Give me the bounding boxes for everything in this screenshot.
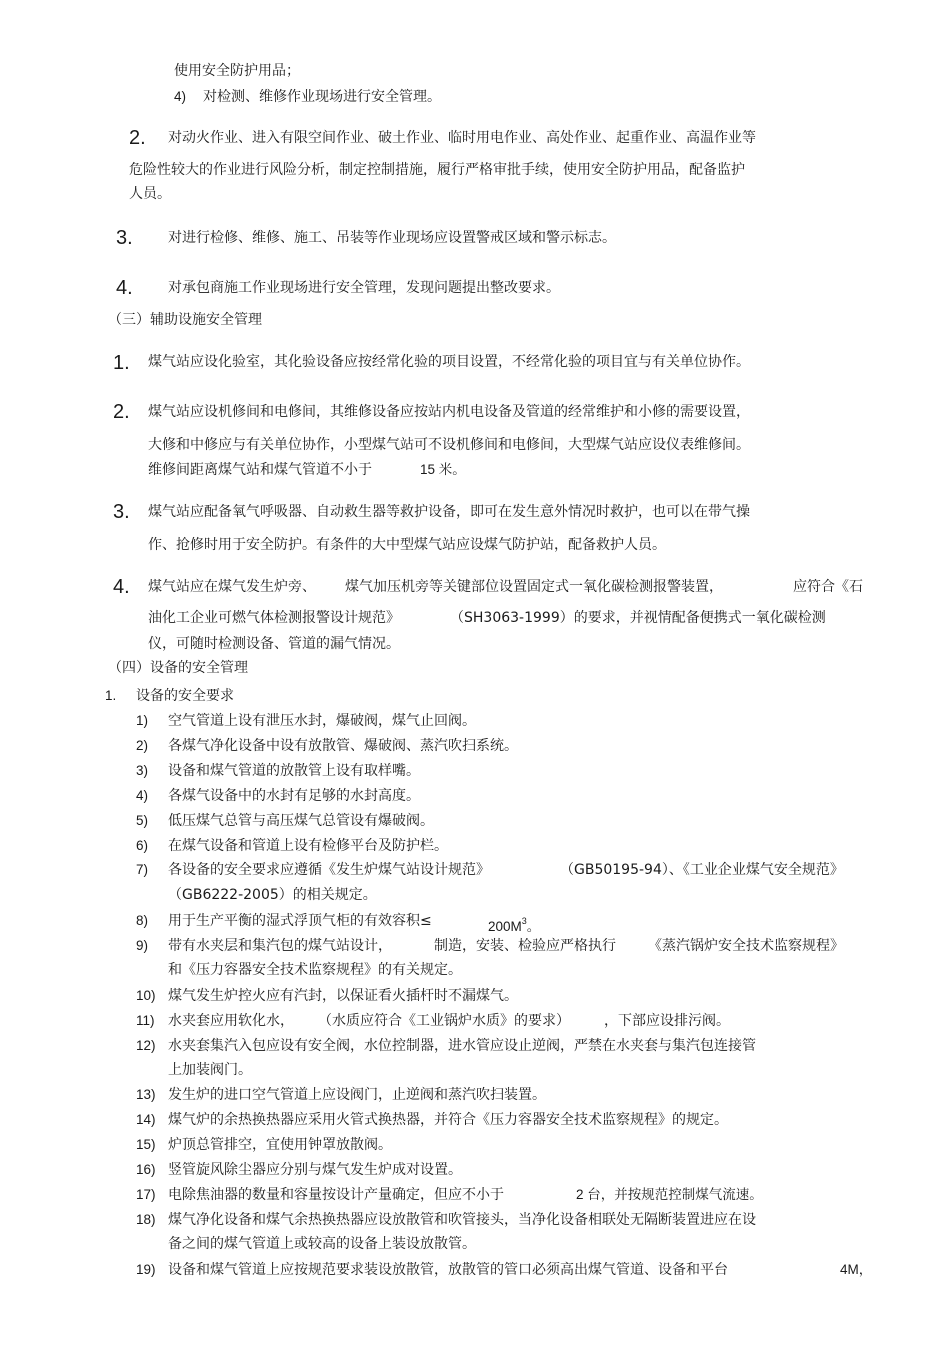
intro-line: 使用安全防护用品；: [174, 63, 300, 79]
equipment-item-text: 制造，安装、检验应严格执行: [434, 938, 616, 954]
equipment-item-number: 4): [136, 788, 149, 803]
equipment-item-text: 备之间的煤气管道上或较高的设备上装设放散管。: [168, 1236, 476, 1252]
equipment-item-text: 竖管旋风除尘器应分别与煤气发生炉成对设置。: [168, 1162, 462, 1178]
equipment-item-number: 13): [136, 1087, 156, 1102]
equipment-item-number: 19): [136, 1262, 156, 1277]
equipment-item-text: 发生炉的进口空气管道上应设阀门，止逆阀和蒸汽吹扫装置。: [168, 1087, 546, 1103]
equipment-item-text: （GB50195-94）、《工业企业煤气安全规范》: [560, 862, 844, 878]
equipment-item-text: 《蒸汽锅炉安全技术监察规程》: [648, 938, 844, 954]
equipment-item-text: （水质应符合《工业锅炉水质》的要求）: [318, 1013, 570, 1029]
facility-item-text: 仪，可随时检测设备、管道的漏气情况。: [148, 636, 400, 652]
equipment-item-number: 18): [136, 1212, 156, 1227]
facility-item-text: 维修间距离煤气站和煤气管道不小于: [148, 462, 372, 478]
equipment-item-text: 水夹套应用软化水，: [168, 1013, 294, 1029]
subsection-number: 1.: [105, 688, 117, 703]
equipment-item-text: 各设备的安全要求应遵循《发生炉煤气站设计规范》: [168, 862, 490, 878]
equipment-item-text: 4M，: [840, 1262, 873, 1277]
work-item-text: 对进行检修、维修、施工、吊装等作业现场应设置警戒区域和警示标志。: [168, 230, 616, 246]
equipment-item-text: 炉顶总管排空，宜使用钟罩放散阀。: [168, 1137, 392, 1153]
volume-value: 200M: [488, 919, 522, 934]
equipment-item-text: 煤气净化设备和煤气余热换热器应设放散管和吹管接头，当净化设备相联处无隔断装置进应在设: [168, 1212, 756, 1228]
equipment-item-text: 设备和煤气管道的放散管上设有取样嘴。: [168, 763, 420, 779]
facility-item-number: 4.: [113, 576, 130, 598]
work-item-text: 人员。: [129, 186, 171, 202]
equipment-item-number: 6): [136, 838, 149, 853]
equipment-item-text: 在煤气设备和管道上设有检修平台及防护栏。: [168, 838, 448, 854]
work-item-number: 3.: [116, 227, 133, 249]
facility-item-text: 作、抢修时用于安全防护。有条件的大中型煤气站应设煤气防护站，配备救护人员。: [148, 537, 666, 553]
equipment-item-number: 7): [136, 862, 149, 877]
equipment-item-text: 2 台，并按规范控制煤气流速。: [576, 1187, 763, 1202]
facility-item-text: 15 米。: [420, 462, 466, 477]
equipment-item-text: 空气管道上设有泄压水封，爆破阀，煤气止回阀。: [168, 713, 476, 729]
equipment-item-number: 15): [136, 1137, 156, 1152]
work-item-text: 对动火作业、进入有限空间作业、破土作业、临时用电作业、高处作业、起重作业、高温作业等: [168, 130, 756, 146]
facility-item-number: 2.: [113, 401, 130, 423]
equipment-item-text: 设备和煤气管道上应按规范要求装设放散管，放散管的管口必须高出煤气管道、设备和平台: [168, 1262, 728, 1278]
facility-item-text: 煤气站应配备氧气呼吸器、自动救生器等救护设备，即可在发生意外情况时救护，也可以在带气操: [148, 504, 750, 520]
section-heading: （三）辅助设施安全管理: [108, 312, 262, 328]
equipment-item-text: 各煤气净化设备中设有放散管、爆破阀、蒸汽吹扫系统。: [168, 738, 518, 754]
equipment-item-number: 14): [136, 1112, 156, 1127]
facility-item-number: 1.: [113, 352, 130, 374]
facility-item-number: 3.: [113, 501, 130, 523]
volume-exponent: 3: [521, 916, 527, 926]
equipment-item-text: [488, 912, 540, 936]
equipment-item-text: 用于生产平衡的湿式浮顶气柜的有效容积≤: [168, 913, 432, 929]
work-item-number: 4.: [116, 277, 133, 299]
facility-item-text: 油化工企业可燃气体检测报警设计规范》: [148, 610, 400, 626]
facility-item-text: 应符合《石: [793, 579, 863, 595]
equipment-item-text: 低压煤气总管与高压煤气总管设有爆破阀。: [168, 813, 434, 829]
equipment-item-text: ，下部应设排污阀。: [604, 1013, 730, 1029]
equipment-item-number: 10): [136, 988, 156, 1003]
equipment-item-text: 带有水夹层和集汽包的煤气站设计，: [168, 938, 392, 954]
facility-item-text: 大修和中修应与有关单位协作，小型煤气站可不设机修间和电修间，大型煤气站应设仪表维修间。: [148, 437, 750, 453]
equipment-item-number: 11): [136, 1013, 155, 1028]
work-item-number: 2.: [129, 127, 146, 149]
facility-item-text: 煤气站应在煤气发生炉旁、: [148, 579, 316, 595]
intro-item-number: 4): [174, 89, 187, 104]
section-heading: （四）设备的安全管理: [108, 660, 248, 676]
equipment-item-number: 9): [136, 938, 149, 953]
intro-item-text: 对检测、维修作业现场进行安全管理。: [203, 89, 441, 105]
equipment-item-number: 2): [136, 738, 149, 753]
equipment-item-text: 煤气发生炉控火应有汽封，以保证看火插杆时不漏煤气。: [168, 988, 518, 1004]
equipment-item-number: 3): [136, 763, 149, 778]
volume-suffix: 。: [526, 919, 541, 934]
equipment-item-text: 水夹套集汽入包应设有安全阀，水位控制器，进水管应设止逆阀，严禁在水夹套与集汽包连接管: [168, 1038, 756, 1054]
work-item-text: 对承包商施工作业现场进行安全管理，发现问题提出整改要求。: [168, 280, 560, 296]
equipment-item-text: （GB6222-2005）的相关规定。: [168, 887, 377, 903]
equipment-item-number: 16): [136, 1162, 156, 1177]
equipment-item-text: 煤气炉的余热换热器应采用火管式换热器，并符合《压力容器安全技术监察规程》的规定。: [168, 1112, 728, 1128]
facility-item-text: 煤气站应设机修间和电修间，其维修设备应按站内机电设备及管道的经常维护和小修的需要设置，: [148, 404, 750, 420]
equipment-item-number: 12): [136, 1038, 156, 1053]
facility-item-text: （SH3063-1999）的要求，并视情配备便携式一氧化碳检测: [450, 610, 826, 626]
equipment-item-text: 和《压力容器安全技术监察规程》的有关规定。: [168, 962, 462, 978]
subsection-title: 设备的安全要求: [136, 688, 234, 704]
facility-item-text: 煤气加压机旁等关键部位设置固定式一氧化碳检测报警装置，: [345, 579, 723, 595]
equipment-item-number: 8): [136, 913, 149, 928]
work-item-text: 危险性较大的作业进行风险分析，制定控制措施，履行严格审批手续，使用安全防护用品，配备监护: [129, 162, 745, 178]
equipment-item-number: 1): [136, 713, 149, 728]
equipment-item-text: 电除焦油器的数量和容量按设计产量确定，但应不小于: [168, 1187, 504, 1203]
facility-item-text: 煤气站应设化验室，其化验设备应按经常化验的项目设置，不经常化验的项目宜与有关单位协作。: [148, 354, 750, 370]
equipment-item-text: 各煤气设备中的水封有足够的水封高度。: [168, 788, 420, 804]
equipment-item-number: 5): [136, 813, 149, 828]
equipment-item-number: 17): [136, 1187, 156, 1202]
equipment-item-text: 上加装阀门。: [168, 1062, 252, 1078]
